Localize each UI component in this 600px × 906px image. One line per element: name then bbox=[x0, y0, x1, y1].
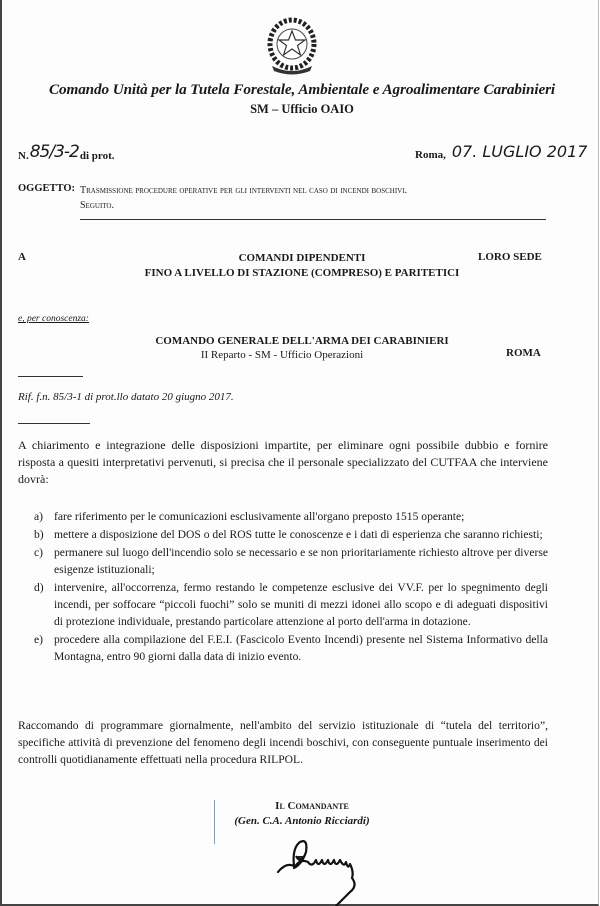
protocol-number bbox=[18, 142, 114, 162]
subject-divider bbox=[80, 219, 546, 220]
recipients-line-1: COMANDI DIPENDENTI bbox=[238, 252, 366, 264]
recipients-location: LORO SEDE bbox=[478, 251, 542, 263]
cc-location: ROMA bbox=[506, 347, 541, 359]
recipients-label: A bbox=[18, 251, 26, 263]
list-item bbox=[34, 631, 548, 665]
protocol-suffix: di prot. bbox=[79, 150, 115, 162]
protocol-number-handwritten: 85/3-2 bbox=[29, 142, 79, 162]
list-text: permanere sul luogo dell'incendio solo se necessario e se non prioritariamente richiesto altrove per diverse esigenze istituzionali; bbox=[54, 546, 548, 576]
list-item bbox=[34, 544, 548, 578]
instructions-list bbox=[34, 508, 548, 666]
list-marker: c) bbox=[34, 546, 44, 559]
list-text: procedere alla compilazione del F.E.I. (Fascicolo Evento Incendi) presente nel Sistema Informativo della Montagna, entro 90 giorni dalla data di inizio evento. bbox=[54, 633, 548, 663]
subject-label: OGGETTO: bbox=[18, 183, 75, 194]
closing-paragraph: Raccomando di programmare giornalmente, nell'ambito del servizio istituzionale di “tutela del territorio”, specifiche attività di prevenzione del fenomeno degli incendi boschivi, con conseguente puntuale inserimento dei controlli quotidianamente effettuati nella procedura RILPOL. bbox=[18, 719, 548, 766]
reference-line: Rif. f.n. 85/3-1 di prot.llo datato 20 giugno 2017. bbox=[18, 391, 234, 403]
list-marker: a) bbox=[34, 510, 44, 523]
recipients-line-2: FINO A LIVELLO DI STAZIONE (COMPRESO) E PARITETICI bbox=[144, 267, 460, 279]
signatory-name: (Gen. C.A. Antonio Ricciardi) bbox=[234, 815, 370, 827]
subject-text bbox=[80, 183, 550, 213]
handwritten-signature-icon bbox=[272, 828, 392, 906]
issuing-office-subtitle: SM – Ufficio OAIO bbox=[250, 102, 354, 116]
cc-line-1: COMANDO GENERALE DELL'ARMA DEI CARABINIERI bbox=[155, 335, 449, 347]
list-text: intervenire, all'occorrenza, fermo restando le competenze esclusive dei VV.F. per lo spegnimento degli incendi, per soffocare “piccoli fuochi” solo se muniti di mezzi idonei allo scopo e di adeguati dispositivi di protezione individuale, prestando particolare attenzione al porto dell'arma in dotazione. bbox=[54, 581, 548, 628]
cc-line-2: II Reparto - SM - Ufficio Operazioni bbox=[200, 349, 364, 361]
list-marker: b) bbox=[34, 528, 44, 541]
date-handwritten: 07. LUGLIO 2017 bbox=[451, 142, 588, 161]
protocol-prefix: N. bbox=[18, 150, 29, 162]
subject-line-1: Trasmissione procedure operative per gli interventi nel caso di incendi boschivi. bbox=[80, 185, 408, 196]
list-marker: d) bbox=[34, 581, 44, 594]
list-item bbox=[34, 579, 548, 630]
cc-label: e, per conoscenza: bbox=[18, 314, 89, 324]
list-marker: e) bbox=[34, 633, 44, 646]
issuing-command-title: Comando Unità per la Tutela Forestale, Ambientale e Agroalimentare Carabinieri bbox=[48, 81, 556, 98]
list-item bbox=[34, 508, 548, 525]
reference-divider-bottom bbox=[18, 423, 90, 424]
list-item bbox=[34, 526, 548, 543]
place-date bbox=[415, 142, 588, 161]
italian-republic-emblem-icon bbox=[264, 14, 320, 78]
place: Roma, bbox=[415, 149, 446, 161]
list-text: fare riferimento per le comunicazioni esclusivamente all'organo preposto 1515 operante; bbox=[54, 510, 465, 523]
subject-line-2: Seguito. bbox=[80, 200, 114, 211]
intro-paragraph: A chiarimento e integrazione delle disposizioni impartite, per eliminare ogni possibile dubbio e fornire risposta a quesiti interpretativi pervenuti, si precisa che il personale specializzato del CUTFAA che interviene dovrà: bbox=[18, 438, 548, 486]
list-text: mettere a disposizione del DOS o del ROS tutte le conoscenze e i dati di esperienza che saranno richiesti; bbox=[54, 528, 543, 541]
reference-divider-top bbox=[18, 376, 83, 377]
signatory-title: Il Comandante bbox=[275, 800, 349, 812]
